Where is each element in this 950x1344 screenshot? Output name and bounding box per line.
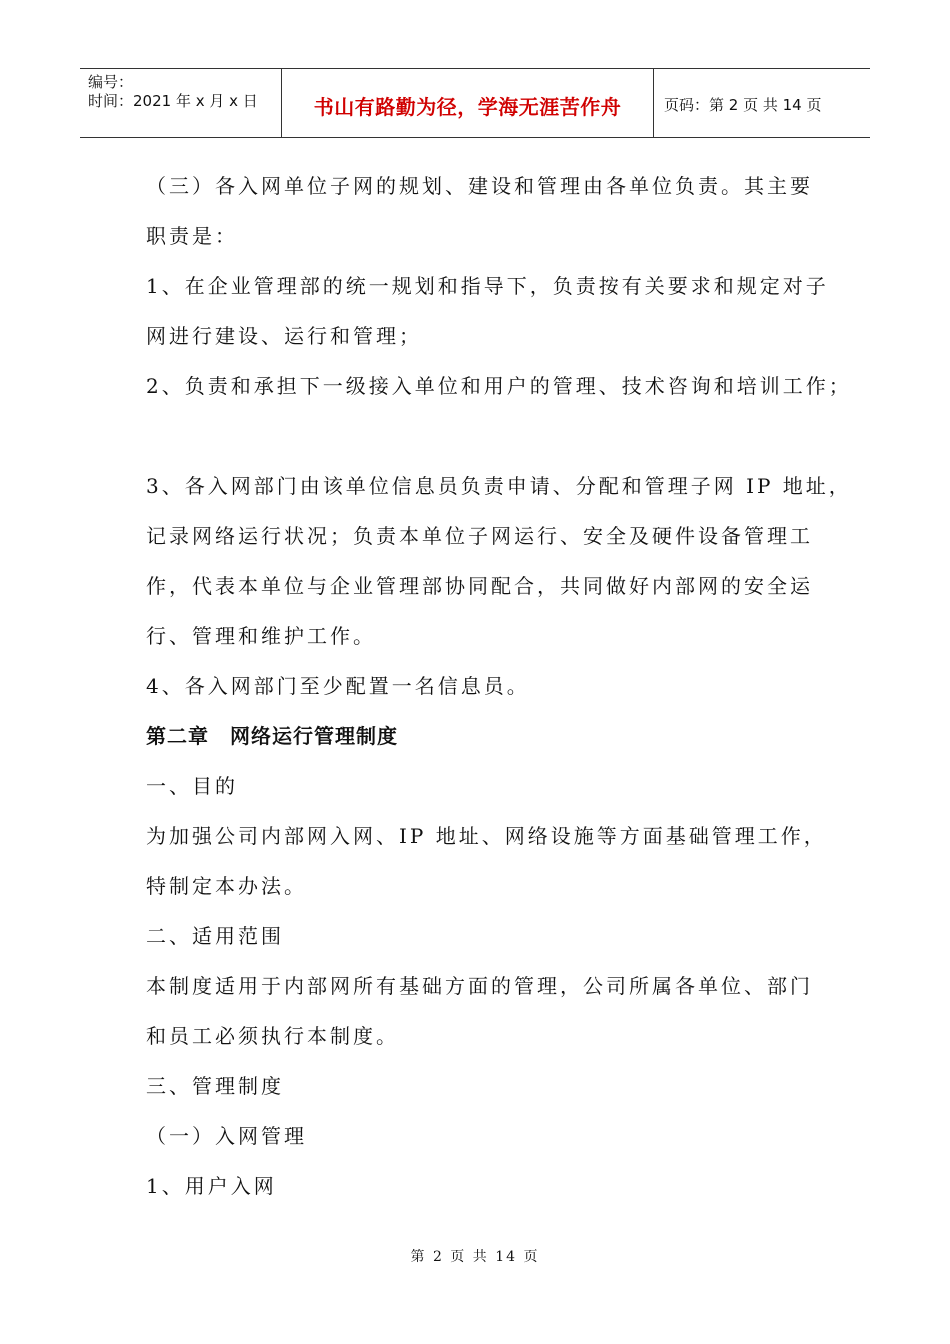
section-heading: 二、适用范围	[146, 924, 284, 948]
section-heading: 一、目的	[146, 774, 238, 798]
header-meta-cell	[80, 69, 282, 137]
paragraph-line: 本制度适用于内部网所有基础方面的管理，公司所属各单位、部门	[146, 974, 813, 998]
chapter-heading: 第二章 网络运行管理制度	[146, 724, 398, 748]
paragraph-line: 行、管理和维护工作。	[146, 624, 376, 648]
subsection-heading: （一）入网管理	[146, 1124, 307, 1148]
header-page-cell	[654, 69, 870, 137]
time-label: 时间：2021 年 x 月 x 日	[88, 92, 258, 110]
paragraph-line: （三）各入网单位子网的规划、建设和管理由各单位负责。其主要	[146, 174, 813, 198]
paragraph-line: 为加强公司内部网入网、IP 地址、网络设施等方面基础管理工作，	[146, 824, 827, 848]
paragraph-line: 记录网络运行状况；负责本单位子网运行、安全及硬件设备管理工	[146, 524, 813, 548]
motto-text: 书山有路勤为径，学海无涯苦作舟	[313, 94, 622, 119]
paragraph-line: 4、各入网部门至少配置一名信息员。	[146, 674, 530, 698]
section-heading: 三、管理制度	[146, 1074, 284, 1098]
paragraph-line: 和员工必须执行本制度。	[146, 1024, 399, 1048]
page-info: 页码：第 2 页 共 14 页	[664, 95, 822, 114]
paragraph-line: 作，代表本单位与企业管理部协同配合，共同做好内部网的安全运	[146, 574, 813, 598]
paragraph-line: 1、在企业管理部的统一规划和指导下，负责按有关要求和规定对子	[146, 274, 829, 298]
document-header	[80, 68, 870, 138]
header-motto-cell	[282, 69, 654, 137]
paragraph-line: 网进行建设、运行和管理；	[146, 324, 422, 348]
document-body	[146, 164, 852, 1214]
paragraph-line: 1、用户入网	[146, 1174, 277, 1198]
paragraph-line: 职责是：	[146, 224, 238, 248]
number-label: 编号：	[88, 73, 134, 91]
page-footer: 第 2 页 共 14 页	[410, 1249, 540, 1265]
paragraph-line: 3、各入网部门由该单位信息员负责申请、分配和管理子网 IP 地址，	[146, 474, 852, 498]
paragraph-line: 特制定本办法。	[146, 874, 307, 898]
blank-line	[146, 414, 826, 464]
paragraph-line: 2、负责和承担下一级接入单位和用户的管理、技术咨询和培训工作；	[146, 374, 852, 398]
